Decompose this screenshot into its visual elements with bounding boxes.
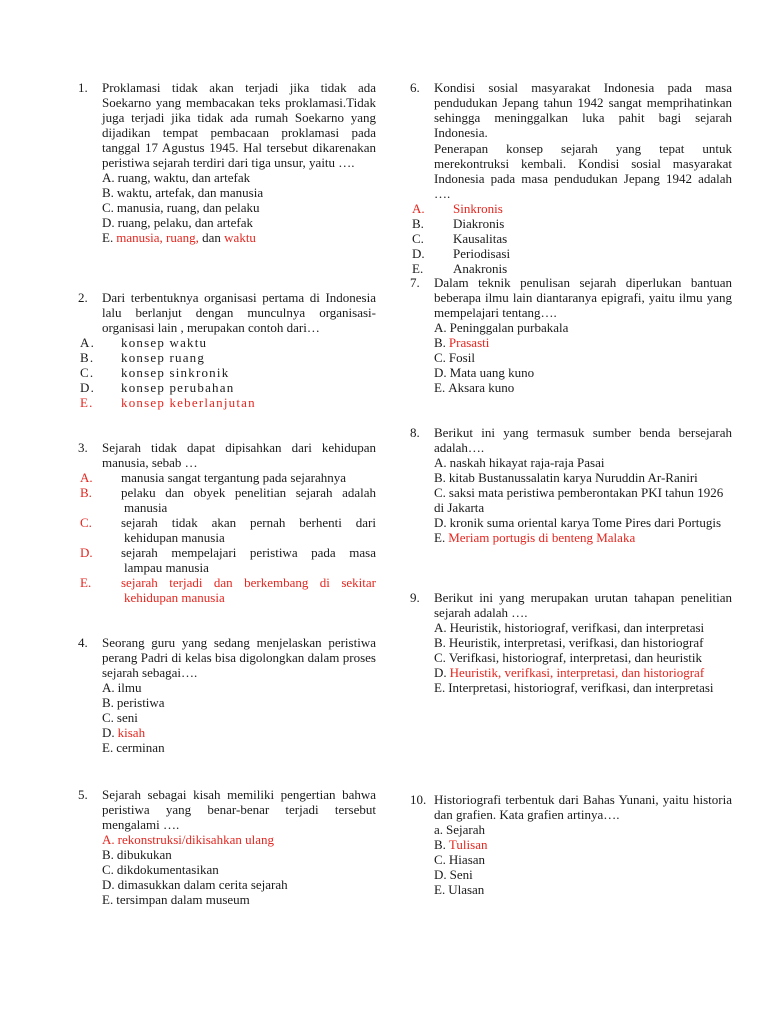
answer-option[interactable] — [434, 380, 732, 395]
option-letter: E. — [80, 395, 94, 410]
option-text: Meriam portugis di benteng Malaka — [448, 530, 636, 545]
answer-options — [80, 470, 376, 605]
option-text: Hiasan — [448, 852, 486, 867]
question-number: 10. — [410, 792, 427, 807]
answer-option[interactable] — [434, 470, 732, 485]
question-number: 9. — [410, 590, 420, 605]
option-letter: D. — [102, 215, 115, 230]
question-item — [78, 787, 376, 907]
option-letter: E. — [80, 575, 92, 590]
option-text: dimasukkan dalam cerita sejarah — [117, 877, 288, 892]
option-letter: C. — [434, 350, 446, 365]
option-letter: A. — [434, 620, 447, 635]
answer-option[interactable] — [80, 470, 376, 485]
answer-option[interactable] — [102, 680, 376, 695]
option-text: Diakronis — [453, 216, 505, 231]
answer-option[interactable] — [434, 620, 732, 635]
option-letter: B. — [102, 185, 114, 200]
answer-option[interactable] — [412, 231, 732, 246]
answer-option[interactable] — [102, 847, 376, 862]
option-text: tersimpan dalam museum — [116, 892, 250, 907]
option-text: saksi mata peristiwa pemberontakan PKI tahun 1926 di Jakarta — [434, 485, 724, 515]
answer-option[interactable] — [80, 395, 376, 410]
option-letter: B. — [102, 695, 114, 710]
option-text: ilmu — [117, 680, 142, 695]
option-text: Seni — [449, 867, 473, 882]
answer-option[interactable] — [434, 365, 732, 380]
question-text: Sejarah tidak dapat dipisahkan dari kehidupan manusia, sebab … — [102, 440, 376, 470]
option-text: Mata uang kuno — [449, 365, 535, 380]
question-item — [78, 290, 376, 410]
option-text: waktu, artefak, dan manusia — [116, 185, 264, 200]
option-letter: D. — [102, 725, 115, 740]
question-item — [78, 80, 376, 245]
option-text: dikdokumentasikan — [116, 862, 219, 877]
option-text: kitab Bustanussalatin karya Nuruddin Ar-Raniri — [448, 470, 698, 485]
answer-option[interactable] — [434, 455, 732, 470]
answer-options — [434, 455, 732, 545]
option-text: seni — [116, 710, 138, 725]
option-letter: E. — [412, 261, 424, 276]
option-letter: D. — [412, 246, 425, 261]
option-letter: C. — [80, 365, 95, 380]
question-text: Berikut ini yang merupakan urutan tahapan penelitian sejarah adalah …. — [434, 590, 732, 620]
option-text: Sejarah — [446, 822, 486, 837]
option-letter: C. — [412, 231, 424, 246]
option-text: Heuristik, interpretasi, verifkasi, dan historiograf — [448, 635, 704, 650]
option-text: konsep sinkronik — [121, 365, 230, 380]
option-text: Heuristik, verifkasi, interpretasi, dan historiograf — [449, 665, 705, 680]
option-letter: A. — [102, 170, 115, 185]
answer-option[interactable] — [434, 515, 732, 530]
option-text: sejarah terjadi dan berkembang di sekitar kehidupan manusia — [121, 575, 376, 605]
answer-option[interactable] — [102, 170, 376, 185]
option-text: ruang, pelaku, dan artefak — [117, 215, 253, 230]
option-letter: C. — [102, 200, 114, 215]
answer-option[interactable] — [102, 695, 376, 710]
option-letter: D. — [434, 665, 447, 680]
option-letter: D. — [80, 380, 96, 395]
question-number: 4. — [78, 635, 88, 650]
option-text: Prasasti — [448, 335, 490, 350]
answer-options — [412, 201, 732, 276]
option-letter: D. — [102, 877, 115, 892]
option-text: kronik suma oriental karya Tome Pires dari Portugis — [449, 515, 722, 530]
option-text: pelaku dan obyek penelitian sejarah adalah manusia — [121, 485, 376, 515]
option-text: Anakronis — [453, 261, 508, 276]
question-text: Seorang guru yang sedang menjelaskan peristiwa perang Padri di kelas bisa digolongkan dalam proses sejarah sebagai…. — [102, 635, 376, 680]
question-number: 3. — [78, 440, 88, 455]
option-letter: E. — [102, 740, 114, 755]
option-text-part: dan — [198, 230, 225, 245]
option-text: konsep ruang — [121, 350, 206, 365]
option-text: ruang, waktu, dan artefak — [117, 170, 251, 185]
option-letter: D. — [434, 365, 447, 380]
question-item — [410, 425, 732, 545]
answer-option[interactable] — [434, 485, 732, 515]
answer-options — [434, 620, 732, 695]
option-text: Sinkronis — [453, 201, 503, 216]
answer-options — [434, 320, 732, 395]
option-letter: C. — [434, 650, 446, 665]
answer-option[interactable] — [102, 215, 376, 230]
answer-option[interactable] — [102, 200, 376, 215]
option-text: naskah hikayat raja-raja Pasai — [449, 455, 605, 470]
question-text: Kondisi sosial masyarakat Indonesia pada masa pendudukan Jepang tahun 1942 sangat memprihatinkan sehingga meninggalkan luka pahit bagi sejarah Indonesia. — [434, 80, 732, 140]
option-text: Fosil — [448, 350, 475, 365]
option-text: rekonstruksi/dikisahkan ulang — [117, 832, 274, 847]
question-text: Dalam teknik penulisan sejarah diperlukan bantuan beberapa ilmu lain diantaranya epigrafi, yaitu ilmu yang mempelajari tentang…. — [434, 275, 732, 320]
answer-option[interactable] — [434, 320, 732, 335]
option-letter: A. — [434, 455, 447, 470]
option-letter: a. — [434, 822, 444, 837]
option-text: Periodisasi — [453, 246, 511, 261]
question-text: Berikut ini yang termasuk sumber benda bersejarah adalah…. — [434, 425, 732, 455]
option-letter: C. — [102, 862, 114, 877]
answer-option[interactable] — [102, 832, 376, 847]
answer-option[interactable] — [434, 852, 732, 867]
answer-options — [102, 832, 376, 907]
answer-option[interactable] — [102, 862, 376, 877]
option-letter: E. — [434, 882, 446, 897]
question-item — [410, 275, 732, 395]
option-text: manusia sangat tergantung pada sejarahnya — [121, 470, 347, 485]
option-text: konsep perubahan — [121, 380, 235, 395]
answer-option[interactable] — [102, 725, 376, 740]
answer-options — [102, 170, 376, 245]
answer-options — [434, 822, 732, 897]
question-item — [78, 440, 376, 605]
question-item — [410, 792, 732, 897]
answer-option[interactable] — [434, 650, 732, 665]
answer-option[interactable] — [412, 216, 732, 231]
option-letter: E. — [434, 380, 446, 395]
option-text: Verifkasi, historiograf, interpretasi, dan heuristik — [448, 650, 702, 665]
answer-option[interactable] — [102, 230, 376, 245]
answer-option[interactable] — [80, 515, 376, 545]
option-text: Aksara kuno — [448, 380, 515, 395]
answer-option[interactable] — [412, 201, 732, 216]
question-text: Dari terbentuknya organisasi pertama di Indonesia lalu berlanjut dengan munculnya organisasi-organisasi lain , merupakan contoh dari… — [102, 290, 376, 335]
question-number: 7. — [410, 275, 420, 290]
option-text: Peninggalan purbakala — [449, 320, 569, 335]
question-number: 5. — [78, 787, 88, 802]
answer-option[interactable] — [102, 185, 376, 200]
option-letter: D. — [434, 515, 447, 530]
option-text: sejarah mempelajari peristiwa pada masa lampau manusia — [121, 545, 376, 575]
option-letter: E. — [102, 230, 114, 245]
option-letter: B. — [434, 837, 446, 852]
answer-option[interactable] — [80, 350, 376, 365]
answer-options — [102, 680, 376, 755]
answer-option[interactable] — [434, 837, 732, 852]
option-text-part: waktu — [224, 230, 256, 245]
answer-option[interactable] — [412, 261, 732, 276]
answer-option[interactable] — [412, 246, 732, 261]
option-letter: B. — [102, 847, 114, 862]
option-letter: A. — [80, 335, 96, 350]
question-number: 8. — [410, 425, 420, 440]
answer-option[interactable] — [102, 710, 376, 725]
answer-option[interactable] — [80, 485, 376, 515]
answer-option[interactable] — [80, 380, 376, 395]
answer-options — [80, 335, 376, 410]
question-text: Historiografi terbentuk dari Bahas Yunani, yaitu historia dan grafien. Kata grafien artinya…. — [434, 792, 732, 822]
answer-option[interactable] — [102, 877, 376, 892]
option-letter: B. — [80, 350, 95, 365]
option-letter: A. — [102, 832, 115, 847]
answer-option[interactable] — [434, 635, 732, 650]
option-letter: D. — [80, 545, 93, 560]
question-text: Proklamasi tidak akan terjadi jika tidak ada Soekarno yang membacakan teks proklamasi.Tidak juga terjadi jika tidak ada rumah Soekarno yang dijadikan tempat pembacaan proklamasi pada tanggal 17 Agustus 1945. Hal tersebut dikarenakan peristiwa sejarah terdiri dari tiga unsur, yaitu …. — [102, 80, 376, 170]
question-number: 1. — [78, 80, 88, 95]
answer-option[interactable] — [434, 680, 732, 695]
option-text: Kausalitas — [453, 231, 508, 246]
option-text: dibukukan — [116, 847, 172, 862]
option-text: Ulasan — [448, 882, 485, 897]
answer-option[interactable] — [80, 545, 376, 575]
option-letter: C. — [80, 515, 92, 530]
option-text: konsep keberlanjutan — [121, 395, 256, 410]
question-number: 2. — [78, 290, 88, 305]
option-text: Tulisan — [448, 837, 488, 852]
question-item — [410, 80, 732, 276]
question-item — [410, 590, 732, 695]
option-letter: B. — [434, 635, 446, 650]
answer-option[interactable] — [434, 665, 732, 680]
answer-option[interactable] — [434, 867, 732, 882]
question-text: Sejarah sebagai kisah memiliki pengertian bahwa peristiwa yang benar-benar terjadi tersebut mengalami …. — [102, 787, 376, 832]
option-text: peristiwa — [116, 695, 165, 710]
option-letter: C. — [102, 710, 114, 725]
answer-option[interactable] — [80, 575, 376, 605]
option-letter: A. — [102, 680, 115, 695]
answer-option[interactable] — [80, 365, 376, 380]
answer-option[interactable] — [434, 882, 732, 897]
question-number: 6. — [410, 80, 420, 95]
option-letter: B. — [434, 470, 446, 485]
option-text: sejarah tidak akan pernah berhenti dari kehidupan manusia — [121, 515, 376, 545]
option-letter: E. — [434, 530, 446, 545]
question-item — [78, 635, 376, 755]
option-letter: A. — [434, 320, 447, 335]
answer-option[interactable] — [80, 335, 376, 350]
option-letter: B. — [412, 216, 424, 231]
answer-option[interactable] — [102, 892, 376, 907]
option-letter: D. — [434, 867, 447, 882]
answer-option[interactable] — [102, 740, 376, 755]
option-text: Heuristik, historiograf, verifkasi, dan interpretasi — [449, 620, 705, 635]
option-text: cerminan — [116, 740, 165, 755]
option-text: kisah — [117, 725, 146, 740]
option-letter: A. — [412, 201, 425, 216]
question-text-continued: Penerapan konsep sejarah yang tepat untuk merekontruksi kembali. Kondisi sosial masyarakat Indonesia pada masa pendudukan Jepang 1942 adalah …. — [434, 141, 732, 201]
option-letter: B. — [80, 485, 92, 500]
option-letter: C. — [434, 485, 446, 500]
answer-option[interactable] — [434, 350, 732, 365]
option-letter: E. — [434, 680, 446, 695]
answer-option[interactable] — [434, 530, 732, 545]
option-text-part: manusia, ruang, — [116, 230, 199, 245]
answer-option[interactable] — [434, 335, 732, 350]
option-text: manusia, ruang, dan pelaku — [116, 200, 260, 215]
option-text: konsep waktu — [121, 335, 208, 350]
answer-option[interactable] — [434, 822, 732, 837]
option-letter: E. — [102, 892, 114, 907]
option-letter: A. — [80, 470, 93, 485]
option-text: Interpretasi, historiograf, verifkasi, dan interpretasi — [448, 680, 714, 695]
option-letter: B. — [434, 335, 446, 350]
option-letter: C. — [434, 852, 446, 867]
